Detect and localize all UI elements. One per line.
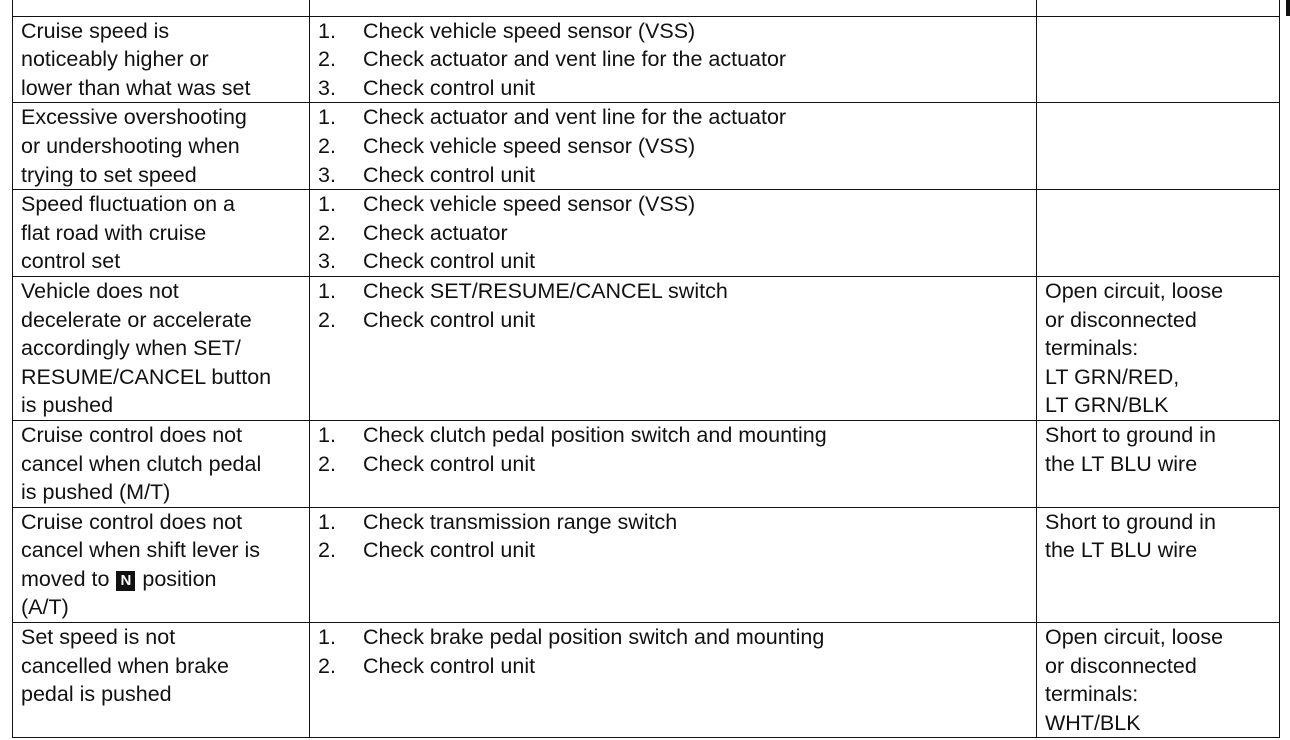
step-text: Check SET/RESUME/CANCEL switch (363, 278, 728, 303)
step-text: Check control unit (363, 451, 536, 476)
procedure-step (318, 450, 1030, 479)
step-text: Check actuator and vent line for the actuator (363, 47, 787, 72)
step-text: Check control unit (363, 538, 536, 563)
procedure-step (318, 421, 1030, 450)
note-line: the LT BLU wire (1045, 538, 1198, 563)
note-cell (1037, 190, 1280, 277)
step-number: 3. (318, 75, 336, 100)
step-text: Check actuator and vent line for the actuator (363, 105, 787, 130)
note-cell (1037, 16, 1280, 103)
troubleshooting-table (12, 0, 1280, 738)
symptom-line-with-icon (21, 565, 303, 594)
note-line (1045, 0, 1273, 2)
page-edge-mark (1286, 0, 1290, 16)
procedure-step (318, 161, 1030, 190)
note-line: or disconnected (1045, 307, 1197, 332)
step-text: Check actuator (363, 220, 508, 245)
table-row (13, 623, 1280, 738)
table-row (13, 16, 1280, 103)
procedure-cell (310, 0, 1037, 16)
symptom-line: cancelled when brake (21, 653, 229, 678)
note-line: Open circuit, loose (1045, 625, 1224, 650)
symptom-line: Speed fluctuation on a (21, 192, 235, 217)
table-row (13, 276, 1280, 420)
note-cell (1037, 420, 1280, 507)
symptom-line: is pushed (21, 393, 114, 418)
procedure-step (318, 103, 1030, 132)
step-text: Check transmission range switch (363, 509, 678, 534)
symptom-text: position (136, 566, 217, 591)
symptom-cell (13, 420, 310, 507)
symptom-line: trying to set speed (21, 162, 197, 187)
step-number: 2. (318, 47, 336, 72)
step-text: Check control unit (363, 307, 536, 332)
note-line: the LT BLU wire (1045, 451, 1198, 476)
step-number: 3. (318, 162, 336, 187)
step-number: 1. (318, 422, 336, 447)
symptom-cell (13, 623, 310, 738)
symptom-cell (13, 276, 310, 420)
procedure-step (318, 508, 1030, 537)
note-cell (1037, 0, 1280, 16)
symptom-line: is pushed (M/T) (21, 480, 171, 505)
step-number: 2. (318, 307, 336, 332)
procedure-step (318, 132, 1030, 161)
step-number: 2. (318, 653, 336, 678)
procedure-cell (310, 103, 1037, 190)
symptom-cell (13, 103, 310, 190)
note-cell (1037, 103, 1280, 190)
step-number: 2. (318, 133, 336, 158)
procedure-step (318, 652, 1030, 681)
procedure-cell (310, 190, 1037, 277)
procedure-step (318, 306, 1030, 335)
step-number: 1. (318, 18, 336, 43)
symptom-cell (13, 0, 310, 16)
step-text: Check control unit (363, 653, 536, 678)
table-row (13, 420, 1280, 507)
note-cell (1037, 507, 1280, 622)
step-number: 1. (318, 192, 336, 217)
symptom-line: Cruise control does not (21, 422, 243, 447)
table-row-top-partial (13, 0, 1280, 16)
symptom-line: lower than what was set (21, 75, 251, 100)
step-number: 1. (318, 278, 336, 303)
procedure-cell (310, 276, 1037, 420)
table-row (13, 103, 1280, 190)
procedure-cell (310, 623, 1037, 738)
symptom-line: Cruise control does not (21, 509, 243, 534)
note-line: Short to ground in (1045, 509, 1216, 534)
note-cell (1037, 623, 1280, 738)
procedure-cell (310, 507, 1037, 622)
step-number: 2. (318, 538, 336, 563)
symptom-cell (13, 190, 310, 277)
step-text: Check control unit (363, 162, 536, 187)
procedure-step (318, 190, 1030, 219)
step-text: Check clutch pedal position switch and mounting (363, 422, 827, 447)
symptom-line: accordingly when SET/ (21, 336, 241, 361)
step-text: Check brake pedal position switch and mounting (363, 625, 825, 650)
step-text: Check vehicle speed sensor (VSS) (363, 133, 696, 158)
step-number: 1. (318, 105, 336, 130)
note-line: Open circuit, loose (1045, 278, 1224, 303)
table-row (13, 190, 1280, 277)
symptom-line: Set speed is not (21, 625, 176, 650)
note-line: Short to ground in (1045, 422, 1216, 447)
symptom-line: RESUME/CANCEL button (21, 364, 272, 389)
symptom-line: Cruise speed is (21, 18, 170, 43)
step-text: Check vehicle speed sensor (VSS) (363, 192, 696, 217)
procedure-step (318, 45, 1030, 74)
step-number: 1. (318, 509, 336, 534)
step-number: 2. (318, 220, 336, 245)
symptom-line: control set (21, 249, 121, 274)
procedure-cell (310, 16, 1037, 103)
neutral-position-icon: N (116, 571, 135, 591)
table-row (13, 507, 1280, 622)
procedure-cell (310, 420, 1037, 507)
step-text: Check control unit (363, 75, 536, 100)
procedure-step (318, 623, 1030, 652)
symptom-text: moved to (21, 566, 116, 591)
symptom-line: Excessive overshooting (21, 105, 247, 130)
note-cell (1037, 276, 1280, 420)
step-text: Check control unit (363, 249, 536, 274)
procedure-step (318, 219, 1030, 248)
symptom-cell (13, 507, 310, 622)
procedure-step (318, 247, 1030, 276)
symptom-line: cancel when clutch pedal (21, 451, 262, 476)
symptom-line: pedal is pushed (21, 682, 172, 707)
note-line: WHT/BLK (1045, 710, 1141, 735)
symptom-line: decelerate or accelerate (21, 307, 252, 332)
symptom-line: Vehicle does not (21, 278, 179, 303)
step-number: 3. (318, 249, 336, 274)
step-number: 2. (318, 451, 336, 476)
symptom-line: or undershooting when (21, 133, 240, 158)
symptom-cell (13, 16, 310, 103)
symptom-line: noticeably higher or (21, 47, 209, 72)
procedure-step (318, 277, 1030, 306)
symptom-line: cancel when shift lever is (21, 538, 260, 563)
step-text: Check vehicle speed sensor (VSS) (363, 18, 696, 43)
symptom-line: (A/T) (21, 595, 69, 620)
note-line: or disconnected (1045, 653, 1197, 678)
procedure-step (318, 536, 1030, 565)
note-line: LT GRN/BLK (1045, 393, 1169, 418)
procedure-step (318, 74, 1030, 103)
symptom-line: flat road with cruise (21, 220, 207, 245)
note-line: terminals: (1045, 682, 1139, 707)
procedure-step (318, 17, 1030, 46)
step-number: 1. (318, 625, 336, 650)
note-line: terminals: (1045, 336, 1139, 361)
note-line: LT GRN/RED, (1045, 364, 1180, 389)
